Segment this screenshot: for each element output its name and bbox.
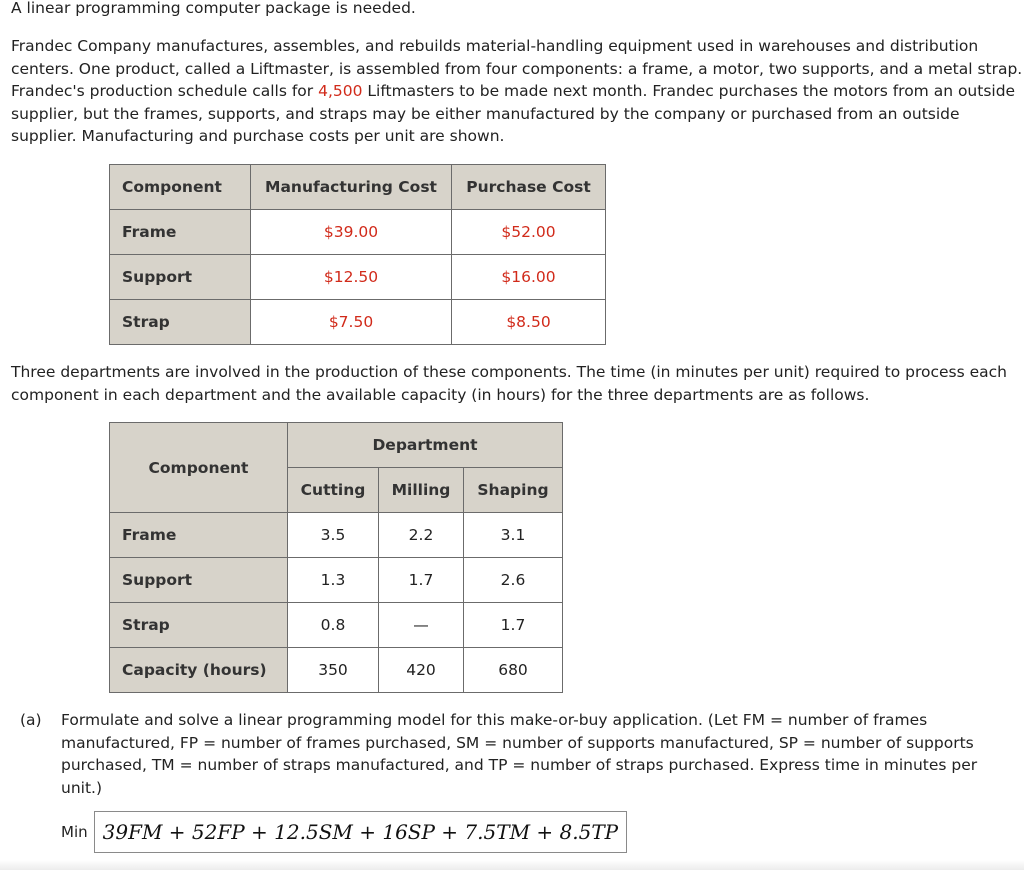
department-time-table — [109, 422, 563, 693]
purchase-cost-value: $8.50 — [452, 300, 606, 345]
purchase-cost-value: $52.00 — [452, 210, 606, 255]
dept-row-frame — [110, 513, 563, 558]
cutting-capacity: 350 — [288, 648, 379, 693]
row-label: Frame — [110, 513, 288, 558]
row-label: Strap — [110, 603, 288, 648]
cost-row-frame — [110, 210, 606, 255]
part-a-text: Formulate and solve a linear programming model for this make-or-buy application. (Let FM = number of frames manufactured, FP = number of frames purchased, SM = number of supports manufactured, SP = number of supports purchased, TM = number of straps manufactured, and TP = number of straps purchased. Express time in minutes per unit.) — [61, 711, 978, 797]
header-milling: Milling — [379, 468, 464, 513]
part-a-question — [20, 709, 1022, 799]
header-shaping: Shaping — [464, 468, 563, 513]
paragraph-text-before: Frandec Company manufactures, assembles, and rebuilds material-handling equipment used in warehouses and distribution centers. One product, called a Liftmaster, is assembled from four components: a frame, a motor, two supports, and a metal strap. Frandec's production schedule calls for — [11, 37, 1023, 100]
header-cutting: Cutting — [288, 468, 379, 513]
cost-table — [109, 164, 606, 345]
objective-label: Min — [61, 823, 88, 841]
dept-row-capacity — [110, 648, 563, 693]
milling-value: 2.2 — [379, 513, 464, 558]
dept-row-strap — [110, 603, 563, 648]
cutting-value: 1.3 — [288, 558, 379, 603]
row-label: Support — [110, 255, 251, 300]
shaping-value: 2.6 — [464, 558, 563, 603]
shaping-value: 1.7 — [464, 603, 563, 648]
dept-row-support — [110, 558, 563, 603]
milling-value: — — [379, 603, 464, 648]
objective-answer-field[interactable]: 39FM + 52FP + 12.5SM + 16SP + 7.5TM + 8.5TP — [94, 811, 628, 853]
row-label: Frame — [110, 210, 251, 255]
cost-row-support — [110, 255, 606, 300]
milling-capacity: 420 — [379, 648, 464, 693]
intro-text: A linear programming computer package is needed. — [11, 0, 416, 17]
problem-paragraph — [11, 35, 1023, 148]
bottom-divider — [0, 860, 1024, 870]
header-purchase-cost: Purchase Cost — [452, 165, 606, 210]
row-label: Support — [110, 558, 288, 603]
purchase-cost-value: $16.00 — [452, 255, 606, 300]
header-department: Department — [288, 423, 563, 468]
part-a-label: (a) — [20, 711, 42, 729]
header-component: Component — [110, 423, 288, 513]
dept-header-row — [110, 423, 563, 468]
manufacturing-cost-value: $7.50 — [251, 300, 452, 345]
header-manufacturing-cost: Manufacturing Cost — [251, 165, 452, 210]
header-component: Component — [110, 165, 251, 210]
cost-table-header-row — [110, 165, 606, 210]
liftmaster-quantity: 4,500 — [318, 82, 363, 100]
shaping-capacity: 680 — [464, 648, 563, 693]
milling-value: 1.7 — [379, 558, 464, 603]
manufacturing-cost-value: $39.00 — [251, 210, 452, 255]
cutting-value: 3.5 — [288, 513, 379, 558]
cutting-value: 0.8 — [288, 603, 379, 648]
paragraph-text-after: Liftmasters to be made next month. Frandec purchases the motors from an outside supplier, but the frames, supports, and straps may be either manufactured by the company or purchased from an outside supplier. Manufacturing and purchase costs per unit are shown. — [11, 82, 1016, 145]
cost-row-strap — [110, 300, 606, 345]
objective-row — [61, 811, 627, 853]
shaping-value: 3.1 — [464, 513, 563, 558]
row-label: Capacity (hours) — [110, 648, 288, 693]
manufacturing-cost-value: $12.50 — [251, 255, 452, 300]
departments-paragraph: Three departments are involved in the production of these components. The time (in minutes per unit) required to process each component in each department and the available capacity (in hours) for the three departments are as follows. — [11, 363, 1008, 404]
row-label: Strap — [110, 300, 251, 345]
